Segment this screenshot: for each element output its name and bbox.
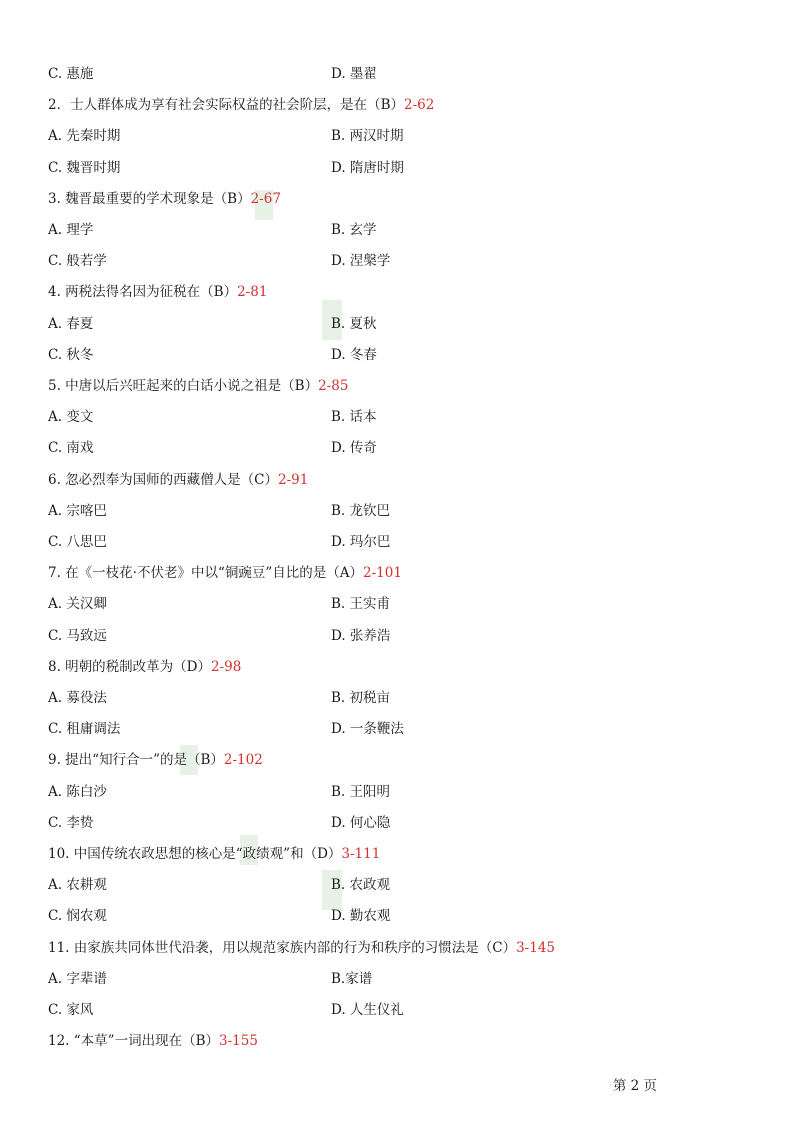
option-left: A. 变文: [48, 409, 94, 425]
question-reference: 2-101: [363, 565, 402, 581]
question-text: 8. 明朝的税制改革为（D）: [48, 659, 211, 675]
option-right: D. 玛尔巴: [331, 534, 391, 550]
question-line: [48, 190, 281, 208]
question-reference: 3-155: [218, 1033, 258, 1049]
option-right: B. 初税亩: [331, 690, 391, 706]
question-text: 2．士人群体成为享有社会实际权益的社会阶层，是在（B）: [48, 97, 405, 113]
question-line: [48, 658, 241, 676]
option-right: D. 张养浩: [331, 628, 391, 644]
question-reference: 3-111: [341, 846, 381, 862]
option-right: B. 王实甫: [331, 596, 391, 612]
option-left: A. 字辈谱: [48, 971, 107, 987]
option-left: A. 先秦时期: [48, 128, 121, 144]
option-right: B. 龙钦巴: [331, 503, 391, 519]
option-left: A. 农耕观: [48, 877, 107, 893]
option-left: C. 八思巴: [48, 534, 107, 550]
option-right: B. 夏秋: [331, 316, 377, 332]
question-reference: 2-102: [223, 752, 263, 768]
option-left: C. 魏晋时期: [48, 160, 121, 176]
option-right: B.家谱: [331, 971, 373, 987]
option-right: D. 传奇: [331, 440, 377, 456]
option-left: A. 陈白沙: [48, 784, 107, 800]
page-number: 第 2 页: [612, 1078, 657, 1094]
question-line: [48, 471, 308, 489]
option-left: C. 秋冬: [48, 347, 94, 363]
option-right: D. 冬春: [331, 347, 377, 363]
option-right: D. 隋唐时期: [331, 160, 404, 176]
option-left: A. 宗喀巴: [48, 503, 107, 519]
question-text: 9. 提出“知行合一”的是（B）: [48, 752, 224, 768]
option-left: C. 悯农观: [48, 908, 107, 924]
question-text: 12. “本草”一词出现在（B）: [48, 1033, 219, 1049]
question-text: 11. 由家族共同体世代沿袭，用以规范家族内部的行为和秩序的习惯法是（C）: [48, 940, 517, 956]
option-left: C. 惠施: [48, 66, 94, 82]
option-left: A. 春夏: [48, 316, 94, 332]
option-right: B. 两汉时期: [331, 128, 404, 144]
option-right: D. 涅槃学: [331, 253, 391, 269]
option-left: C. 李贽: [48, 815, 94, 831]
question-text: 3. 魏晋最重要的学术现象是（B）: [48, 191, 251, 207]
question-text: 10. 中国传统农政思想的核心是“政绩观”和（D）: [48, 846, 342, 862]
option-left: C. 般若学: [48, 253, 107, 269]
question-reference: 2-67: [250, 191, 281, 207]
option-right: D. 人生仪礼: [331, 1002, 404, 1018]
question-text: 7. 在《一枝花·不伏老》中以“铜豌豆”自比的是（A）: [48, 565, 364, 581]
option-right: B. 玄学: [331, 222, 377, 238]
option-right: D. 何心隐: [331, 815, 391, 831]
question-reference: 3-145: [516, 940, 556, 956]
option-left: A. 关汉卿: [48, 596, 107, 612]
question-line: [48, 939, 555, 957]
question-line: [48, 845, 380, 863]
option-left: A. 募役法: [48, 690, 107, 706]
option-left: C. 马致远: [48, 628, 107, 644]
question-reference: 2-62: [404, 97, 435, 113]
question-line: [48, 283, 267, 301]
question-reference: 2-85: [318, 378, 349, 394]
option-right: B. 话本: [331, 409, 377, 425]
option-right: D. 勤农观: [331, 908, 391, 924]
question-reference: 2-91: [278, 472, 309, 488]
question-line: [48, 1032, 258, 1050]
option-left: C. 南戏: [48, 440, 94, 456]
question-line: [48, 377, 348, 395]
option-right: D. 一条鞭法: [331, 721, 404, 737]
question-text: 4. 两税法得名因为征税在（B）: [48, 284, 238, 300]
question-line: [48, 751, 263, 769]
option-right: B. 农政观: [331, 877, 391, 893]
option-right: B. 王阳明: [331, 784, 391, 800]
question-reference: 2-81: [237, 284, 268, 300]
option-left: C. 家风: [48, 1002, 94, 1018]
option-right: D. 墨翟: [331, 66, 377, 82]
option-left: A. 理学: [48, 222, 94, 238]
question-text: 5. 中唐以后兴旺起来的白话小说之祖是（B）: [48, 378, 319, 394]
question-line: [48, 96, 434, 114]
option-left: C. 租庸调法: [48, 721, 121, 737]
question-text: 6. 忽必烈奉为国师的西藏僧人是（C）: [48, 472, 279, 488]
question-line: [48, 564, 402, 582]
question-reference: 2-98: [211, 659, 242, 675]
